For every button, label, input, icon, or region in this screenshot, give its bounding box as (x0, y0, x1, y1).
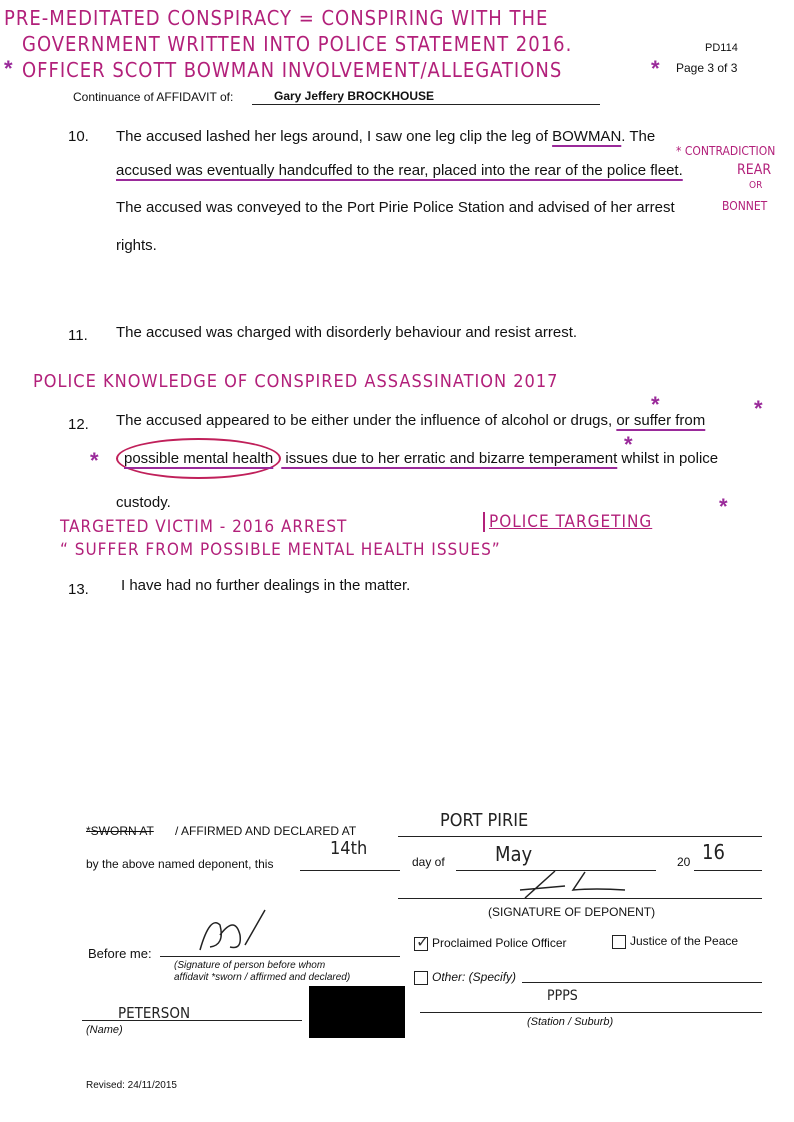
deponent-underline (252, 104, 600, 105)
para-10-line1 (116, 128, 655, 145)
para-12-line2-underlined: issues due to her erratic and bizarre temperament (281, 450, 618, 467)
proclaimed-label: Proclaimed Police Officer (432, 936, 567, 950)
handwritten-header-line3: OFFICER SCOTT BOWMAN INVOLVEMENT/ALLEGATIONS (22, 58, 563, 82)
para-10-line3: The accused was conveyed to the Port Pirie Police Station and advised of her arrest (116, 199, 675, 216)
day-line (300, 870, 400, 871)
year-value: 16 (702, 840, 725, 864)
deponent-signature (515, 868, 635, 902)
handwritten-header-line1: PRE-MEDITATED CONSPIRACY = CONSPIRING WITH THE (4, 6, 549, 30)
affirmed-label: / AFFIRMED AND DECLARED AT (175, 824, 357, 838)
place-value: PORT PIRIE (440, 810, 529, 831)
station-label: (Station / Suburb) (527, 1016, 614, 1028)
justice-option[interactable] (612, 934, 738, 949)
day-of-label: day of (412, 855, 445, 869)
para-12-star-4: * (624, 432, 633, 457)
targeting-star: * (719, 494, 728, 519)
justice-checkbox[interactable] (612, 935, 626, 949)
or-note: OR (749, 180, 763, 191)
para-11-text: The accused was charged with disorderly behaviour and resist arrest. (116, 324, 578, 341)
other-line (522, 982, 762, 983)
rear-note: REAR (737, 162, 772, 178)
bonnet-note: BONNET (722, 199, 768, 213)
para-13-text: I have had no further dealings in the matter. (121, 577, 411, 594)
proclaimed-option[interactable] (414, 933, 567, 951)
para-12-star-1: * (651, 392, 660, 417)
para-10-line2: accused was eventually handcuffed to the rear, placed into the rear of the police fleet. (116, 162, 683, 179)
signature-person-label-1: (Signature of person before whom (174, 960, 326, 971)
bowman-name: BOWMAN (552, 128, 622, 145)
page-label: Page 3 of 3 (676, 61, 738, 75)
knowledge-note: POLICE KNOWLEDGE OF CONSPIRED ASSASSINATION 2017 (33, 371, 559, 392)
header-star-right: * (651, 56, 660, 81)
para-12-line1-pre: The accused appeared to be either under the influence of alcohol or drugs, (116, 412, 617, 429)
revised-label: Revised: 24/11/2015 (86, 1080, 177, 1091)
place-line (398, 836, 762, 837)
header-star-left: * (4, 56, 13, 81)
suffer-note: “ SUFFER FROM POSSIBLE MENTAL HEALTH ISSUES” (60, 540, 501, 560)
para-13-number: 13. (68, 581, 89, 598)
name-value: PETERSON (118, 1004, 191, 1022)
by-label: by the above named deponent, this (86, 857, 274, 871)
other-checkbox[interactable] (414, 971, 428, 985)
para-11-number: 11. (68, 327, 88, 344)
proclaimed-checkbox[interactable] (414, 933, 430, 951)
name-label: (Name) (86, 1024, 123, 1036)
other-label: Other: (Specify) (432, 970, 517, 984)
mental-health-circled: possible mental health (116, 438, 281, 479)
month-value: May (495, 842, 533, 866)
name-line (82, 1020, 302, 1021)
witness-signature-line (160, 956, 400, 957)
targeted-note: TARGETED VICTIM - 2016 ARREST (60, 517, 348, 537)
checkmark-icon: ✓ (416, 933, 430, 951)
station-line (420, 1012, 762, 1013)
station-value: PPPS (547, 988, 578, 1004)
year-line (694, 870, 762, 871)
para-12-star-2: * (754, 396, 763, 421)
para-12-number: 12. (68, 416, 89, 433)
other-option[interactable] (414, 970, 516, 985)
para-10-line1-pre: The accused lashed her legs around, I saw one leg clip the leg of (116, 128, 553, 145)
justice-label: Justice of the Peace (630, 934, 739, 948)
para-10-line1-post: . The (621, 128, 656, 145)
para-10-number: 10. (68, 128, 89, 145)
signature-deponent-label: (SIGNATURE OF DEPONENT) (488, 905, 656, 919)
before-me-label: Before me: (88, 946, 152, 961)
signature-person-label-2: affidavit *sworn / affirmed and declared) (174, 972, 351, 983)
para-12-star-3: * (90, 448, 99, 473)
deponent-name: Gary Jeffery BROCKHOUSE (274, 89, 435, 103)
sworn-struck: *SWORN AT (86, 824, 154, 838)
day-value: 14th (330, 838, 368, 859)
handwritten-header-line2: GOVERNMENT WRITTEN INTO POLICE STATEMENT 2016. (22, 32, 573, 56)
para-12-line1 (116, 412, 705, 429)
form-code: PD114 (705, 42, 738, 54)
para-10-line4: rights. (116, 237, 157, 254)
witness-signature (190, 905, 270, 955)
para-12-line3: custody. (116, 494, 171, 511)
contradiction-note: * CONTRADICTION (676, 144, 776, 158)
para-12-line1-underlined: or suffer from (616, 412, 706, 429)
deponent-signature-line (398, 898, 762, 899)
targeting-note: POLICE TARGETING (483, 512, 652, 532)
para-12-line2-post: whilst in police (617, 450, 719, 467)
continuance-label: Continuance of AFFIDAVIT of: (73, 90, 234, 104)
redacted-box (309, 986, 405, 1038)
year-prefix: 20 (677, 855, 691, 869)
